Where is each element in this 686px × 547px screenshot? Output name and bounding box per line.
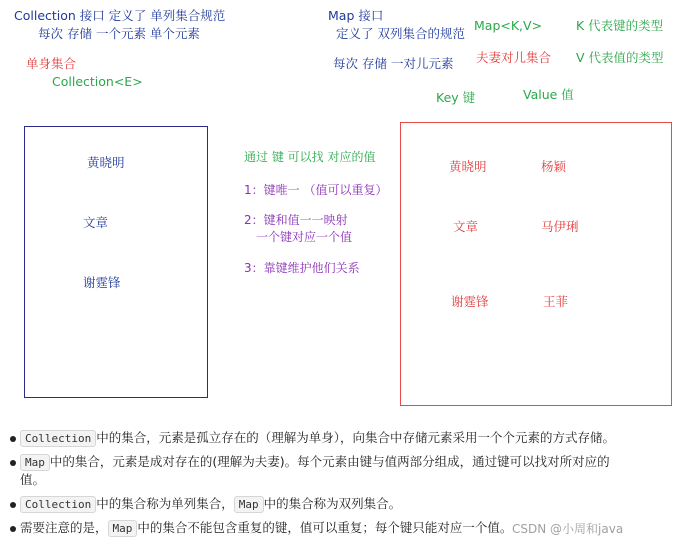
code-map: Map xyxy=(108,520,138,537)
rule-1: 1：键唯一 （值可以重复） xyxy=(244,183,388,197)
k-type-desc: K 代表键的类型 xyxy=(576,18,664,33)
single-set-label: 单身集合 xyxy=(26,56,77,71)
bullet-text-cont: 值。 xyxy=(20,472,46,487)
code-map: Map xyxy=(20,454,50,471)
couple-set-label: 夫妻对儿集合 xyxy=(476,50,552,65)
collection-item: 谢霆锋 xyxy=(83,275,121,290)
map-key: 文章 xyxy=(453,219,479,234)
middle-title: 通过 键 可以找 对应的值 xyxy=(244,150,376,164)
watermark: CSDN @小周和java xyxy=(512,522,624,536)
code-map: Map xyxy=(234,496,264,513)
value-label: Value 值 xyxy=(523,87,574,102)
collection-interface-title: Collection 接口 定义了 单列集合规范 xyxy=(14,8,226,23)
map-value: 王菲 xyxy=(543,294,569,309)
rule-2: 2：键和值一一映射 xyxy=(244,213,348,227)
key-label: Key 键 xyxy=(436,90,476,105)
bullet-text: 中的集合，元素是孤立存在的（理解为单身），向集合中存储元素采用一个个元素的方式存储。 xyxy=(96,430,615,445)
map-store-desc: 每次 存储 一对儿元素 xyxy=(333,56,454,71)
bullet-dot xyxy=(10,460,16,466)
collection-store-desc: 每次 存储 一个元素 单个元素 xyxy=(38,26,200,41)
bullet-text: 中的集合称为单列集合， xyxy=(96,496,234,511)
bullet-text: 需要注意的是， xyxy=(20,520,108,535)
code-collection: Collection xyxy=(20,496,96,513)
map-def-desc: 定义了 双列集合的规范 xyxy=(336,26,465,41)
bullet-item xyxy=(0,452,686,490)
bullet-text: 中的集合，元素是成对存在的(理解为夫妻)。每个元素由键与值两部分组成，通过键可以找对所对应的 xyxy=(49,454,610,469)
map-key: 黄晓明 xyxy=(449,159,487,174)
bullet-text: 中的集合不能包含重复的键，值可以重复；每个键只能对应一个值。 xyxy=(137,520,513,535)
rule-2-detail: 一个键对应一个值 xyxy=(256,230,353,244)
map-generic-label: Map<K,V> xyxy=(474,18,543,33)
rule-3: 3：靠键维护他们关系 xyxy=(244,261,360,275)
map-box xyxy=(400,122,672,406)
map-interface-title: Map 接口 xyxy=(328,8,384,23)
bullet-dot xyxy=(10,502,16,508)
code-collection: Collection xyxy=(20,430,96,447)
collection-item: 文章 xyxy=(83,215,109,230)
bullet-dot xyxy=(10,436,16,442)
map-key: 谢霆锋 xyxy=(451,294,489,309)
bullet-dot xyxy=(10,526,16,532)
bullet-text: 中的集合称为双列集合。 xyxy=(263,496,402,511)
map-value: 杨颖 xyxy=(541,159,567,174)
collection-item: 黄晓明 xyxy=(87,155,125,170)
bullet-item xyxy=(0,428,686,450)
collection-generic-label: Collection<E> xyxy=(52,74,143,89)
collection-box xyxy=(24,126,208,398)
bullet-item xyxy=(0,494,686,516)
map-value: 马伊琍 xyxy=(541,219,579,234)
v-type-desc: V 代表值的类型 xyxy=(576,50,664,65)
